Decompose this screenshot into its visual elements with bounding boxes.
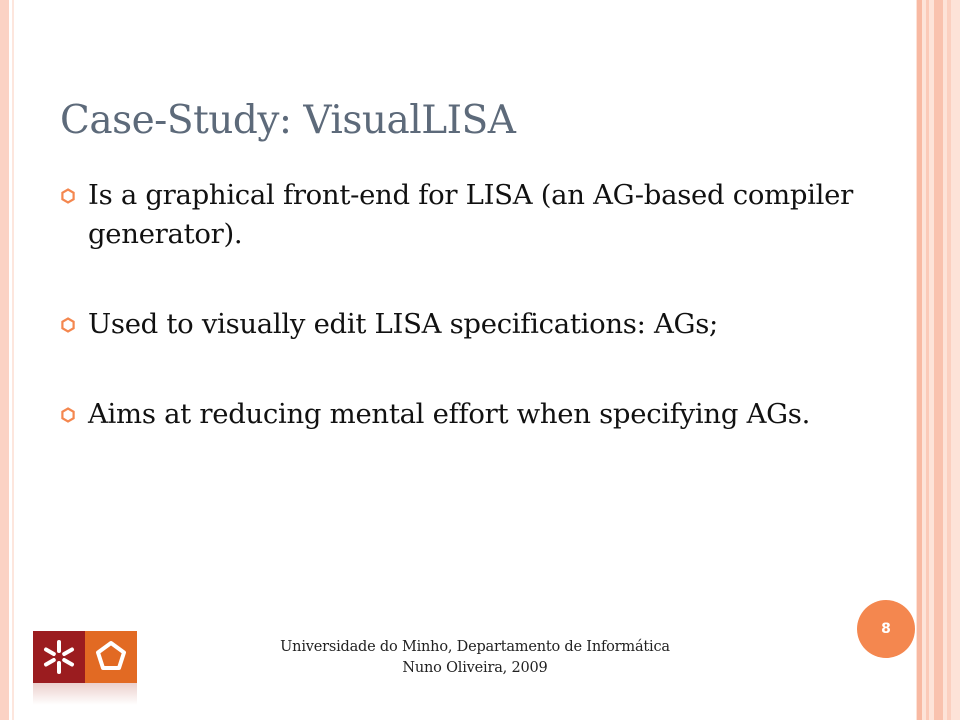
footer (240, 637, 710, 679)
right-border-stripe (934, 0, 943, 720)
bullet-item (60, 176, 860, 254)
bullet-icon (60, 317, 76, 333)
asterisk-icon (33, 631, 85, 683)
slide-title: Case-Study: VisualLISA (60, 98, 516, 143)
bullet-icon (60, 407, 76, 423)
bullet-text: Is a graphical front-end for LISA (an AG-based compiler generator). (88, 179, 853, 250)
right-border-stripe (926, 0, 929, 720)
university-logo-icon (33, 631, 137, 683)
right-border-stripe (917, 0, 922, 720)
left-border-stripe (0, 0, 9, 720)
bullet-item (60, 305, 860, 344)
logo-right-square (85, 631, 137, 683)
footer-author: Nuno Oliveira, 2009 (402, 660, 548, 676)
page-number: 8 (881, 621, 891, 637)
bullet-item (60, 395, 860, 434)
logo-reflection (33, 683, 137, 705)
left-border-line (12, 0, 14, 720)
bullet-icon (60, 188, 76, 204)
bullet-text: Aims at reducing mental effort when specifying AGs. (88, 398, 811, 430)
footer-institution: Universidade do Minho, Departamento de Informática (280, 639, 670, 655)
page-number-badge (857, 600, 915, 658)
pentagon-icon (85, 631, 137, 683)
bullet-list (60, 176, 860, 434)
right-border-stripe (947, 0, 951, 720)
logo-left-square (33, 631, 85, 683)
bullet-text: Used to visually edit LISA specifications: AGs; (88, 308, 719, 340)
